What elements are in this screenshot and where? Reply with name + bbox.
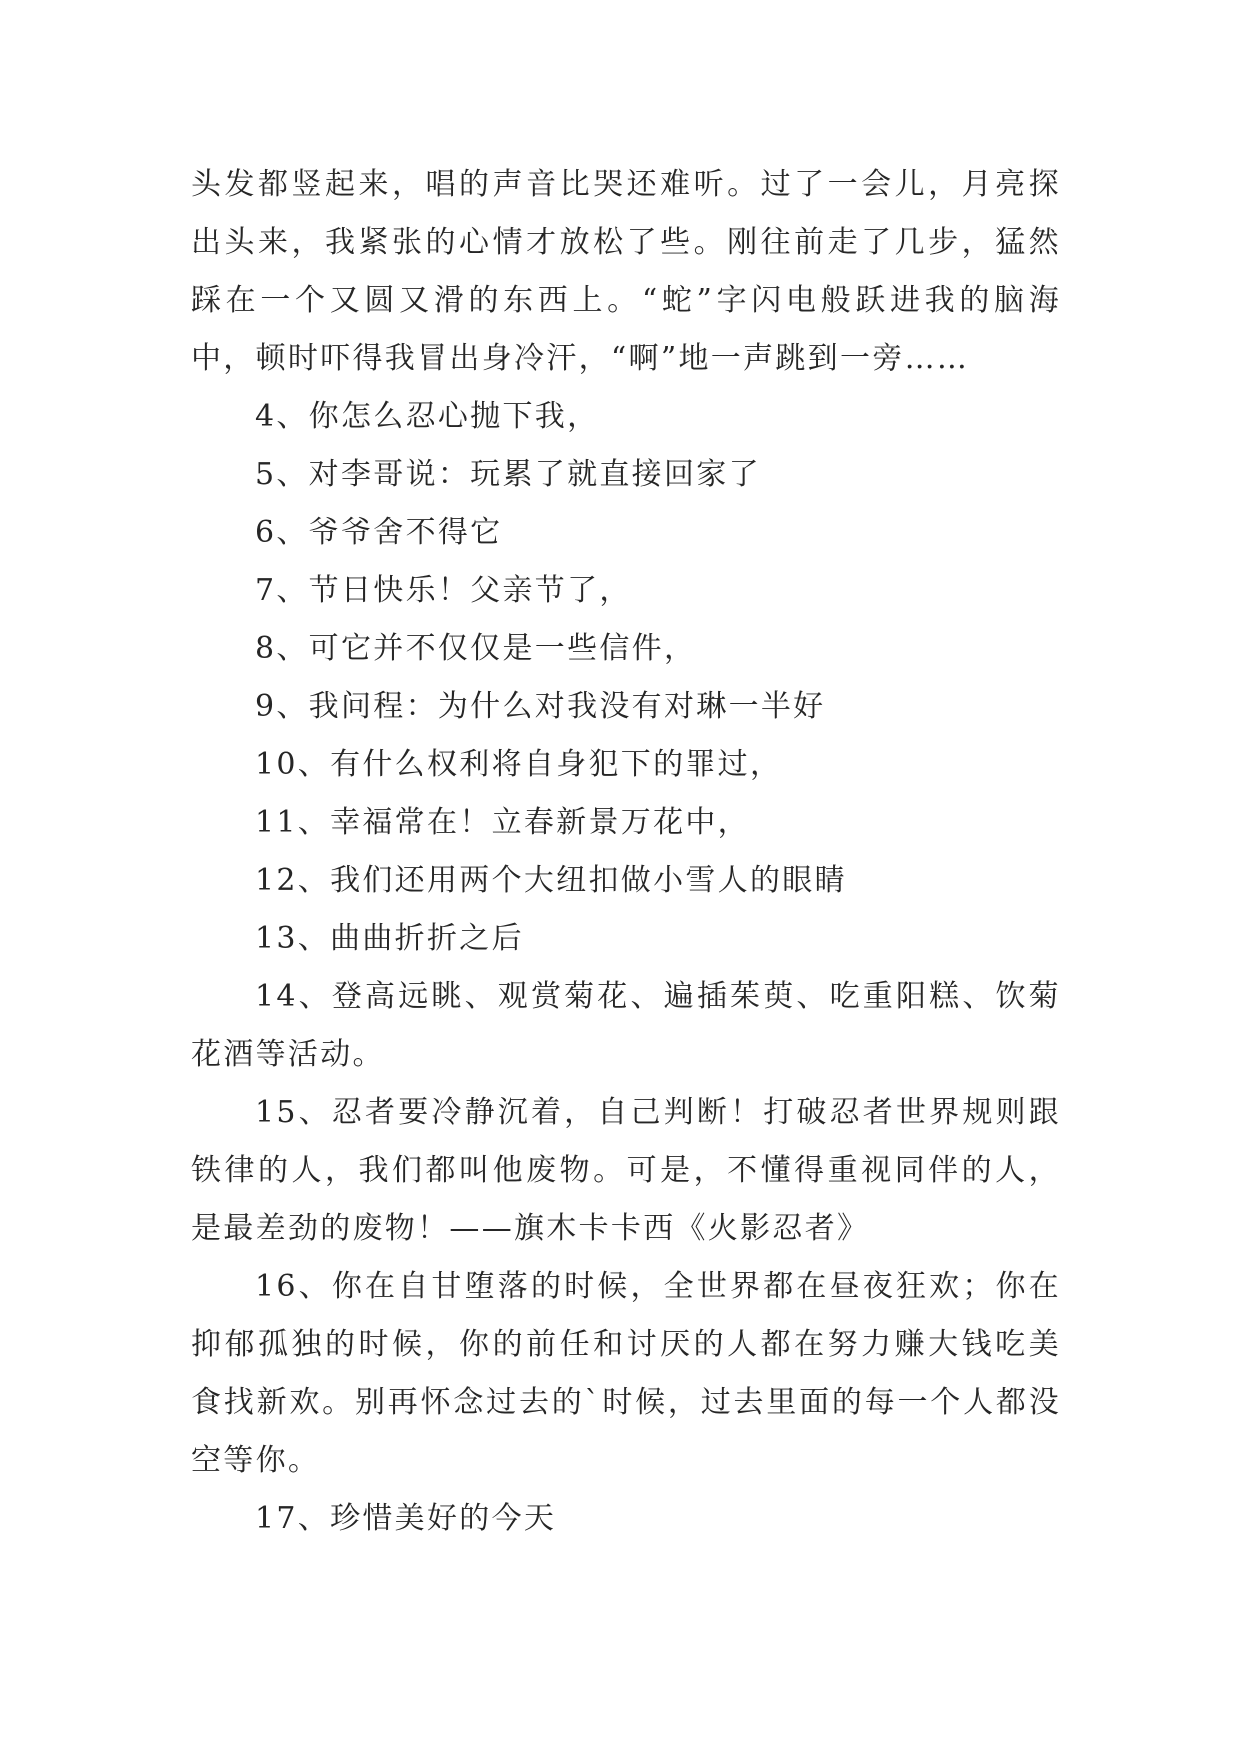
list-item-5: 5、对李哥说：玩累了就直接回家了 [255,457,761,492]
list-item-17: 17、珍惜美好的今天 [255,1501,557,1536]
document-body [191,156,1061,1548]
list-item-12: 12、我们还用两个大纽扣做小雪人的眼睛 [255,863,847,898]
list-item-6: 6、爷爷舍不得它 [255,515,503,550]
list-item-14: 14、登高远眺、观赏菊花、遍插茱萸、吃重阳糕、饮菊花酒等活动。 [191,979,1061,1072]
list-item-13: 13、曲曲折折之后 [255,921,524,956]
list-item-8: 8、可它并不仅仅是一些信件， [255,631,697,666]
list-item-11: 11、幸福常在！立春新景万花中， [255,805,750,840]
list-item-16: 16、你在自甘堕落的时候，全世界都在昼夜狂欢；你在抑郁孤独的时候，你的前任和讨厌的人都在努力赚大钱吃美食找新欢。别再怀念过去的`时候，过去里面的每一个人都没空等你。 [191,1269,1061,1478]
list-item-10: 10、有什么权利将自身犯下的罪过， [255,747,783,782]
list-item-15: 15、忍者要冷静沉着，自己判断！打破忍者世界规则跟铁律的人，我们都叫他废物。可是，不懂得重视同伴的人，是最差劲的废物！——旗木卡卡西《火影忍者》 [191,1095,1061,1246]
list-item-7: 7、节日快乐！父亲节了， [255,573,632,608]
paragraph-continuation: 头发都竖起来，唱的声音比哭还难听。过了一会儿，月亮探出头来，我紧张的心情才放松了些。刚往前走了几步，猛然踩在一个又圆又滑的东西上。“蛇”字闪电般跃进我的脑海中，顿时吓得我冒出身冷汗，“啊”地一声跳到一旁…… [191,167,1061,376]
list-item-9: 9、我问程：为什么对我没有对琳一半好 [255,689,826,724]
list-item-4: 4、你怎么忍心抛下我， [255,399,600,434]
